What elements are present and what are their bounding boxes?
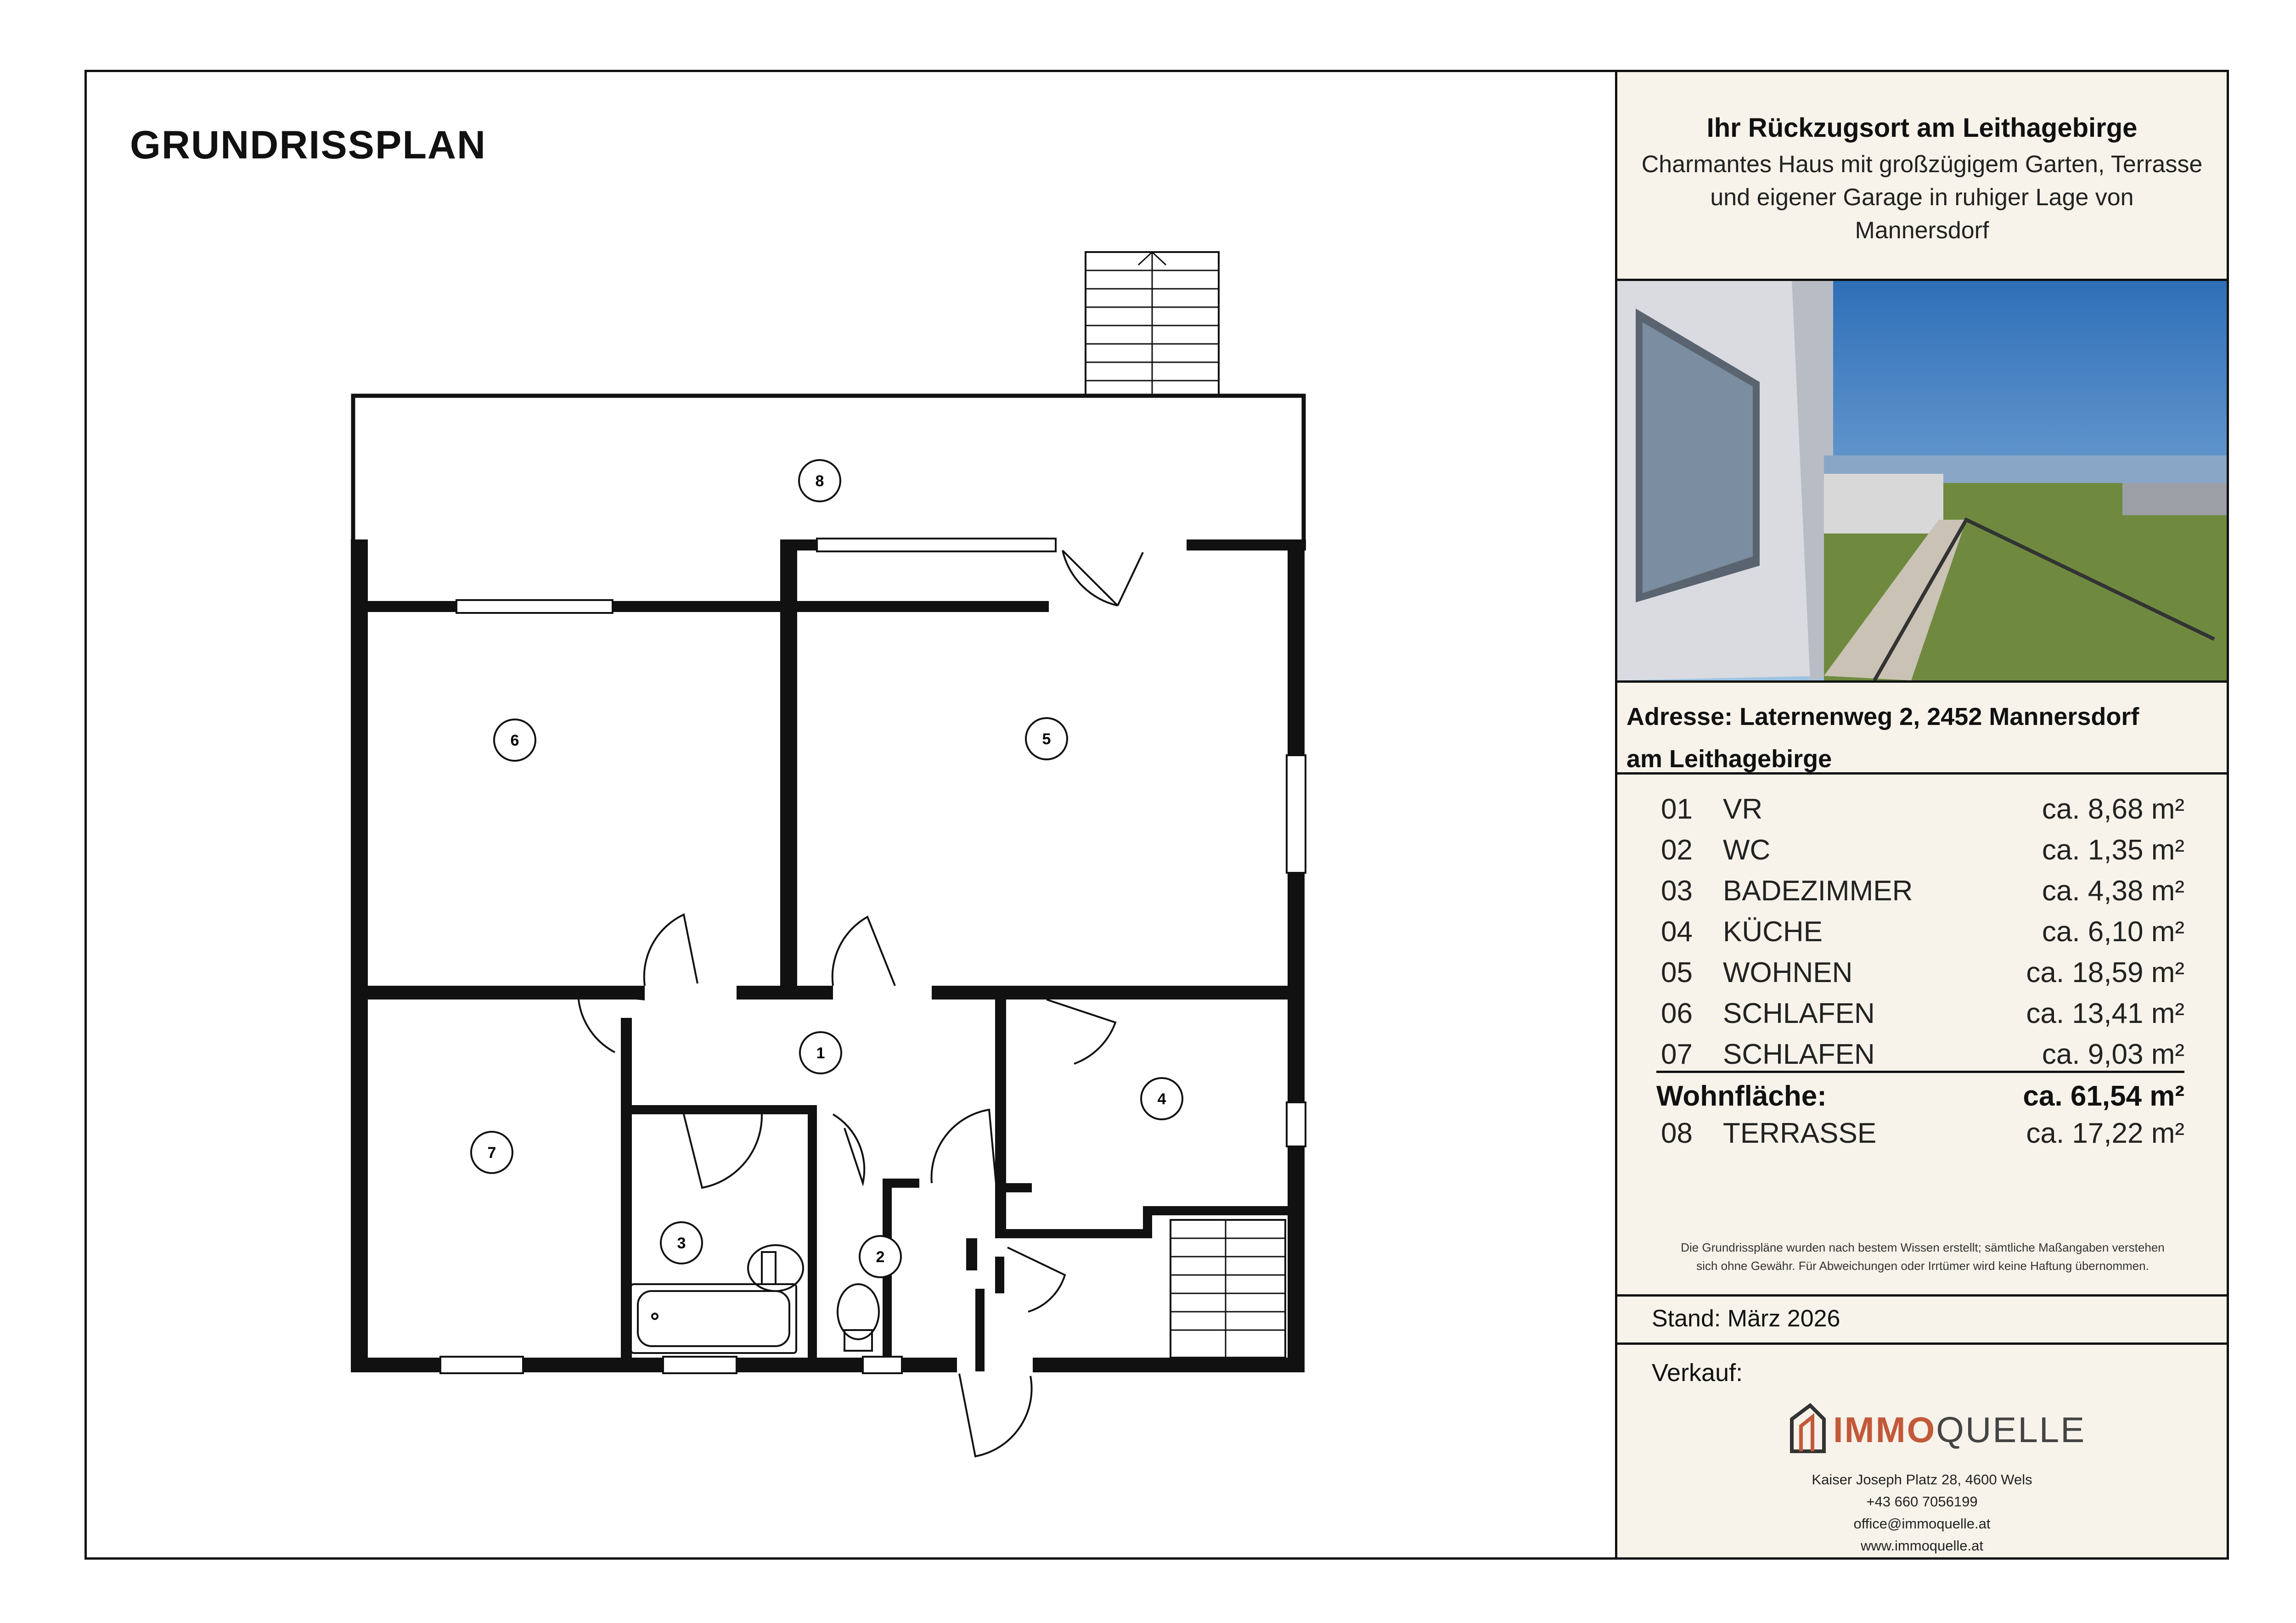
house-logo-icon [1787,1401,1829,1456]
room-label: 3 [677,1235,686,1252]
room-area: ca. 9,03 m² [2042,1039,2184,1070]
room-row [1661,793,2184,830]
contact-web[interactable]: www.immoquelle.at [1860,1538,1984,1554]
immoquelle-logo [1787,1401,2086,1456]
property-photo [1617,281,2227,683]
disclaimer-line-2: sich ohne Gewähr. Für Abweichungen oder Irrtümer wird keine Haftung übernommen. [1696,1259,2149,1273]
disclaimer [1636,1238,2210,1275]
room-area: ca. 6,10 m² [2042,916,2184,948]
room-name: SCHLAFEN [1723,1039,1875,1070]
sale-section [1617,1345,2227,1562]
floor-plan [87,72,1615,1557]
room-name: BADEZIMMER [1723,875,1913,907]
total-row [1656,1080,2184,1112]
headline-section [1617,72,2227,281]
contact-block [1617,1469,2227,1557]
room-area: ca. 8,68 m² [2042,793,2184,825]
plan-title: GRUNDRISSPLAN [130,123,487,167]
stand-section [1617,1294,2227,1345]
room-labels [471,460,1182,1277]
room-no: 08 [1661,1118,1693,1149]
doors [578,550,1143,1456]
room-label: 5 [1042,730,1051,748]
contact-street: Kaiser Joseph Platz 28, 4600 Wels [1812,1471,2032,1488]
room-label: 1 [816,1045,825,1062]
room-name: WC [1723,834,1771,866]
room-area: ca. 13,41 m² [2026,998,2184,1029]
room-area: ca. 18,59 m² [2026,957,2184,988]
room-no: 05 [1661,957,1693,988]
room-name: WOHNEN [1723,957,1853,988]
stand-date: Stand: März 2026 [1652,1305,1840,1332]
headline: Ihr Rückzugsort am Leithagebirge [1706,113,2138,143]
room-row [1661,875,2184,911]
room-row [1661,997,2184,1034]
room-name: SCHLAFEN [1723,998,1875,1029]
room-no: 06 [1661,998,1693,1029]
room-row [1661,1038,2184,1075]
room-name: TERRASSE [1723,1118,1877,1149]
fixtures [631,1220,1285,1358]
contact-email[interactable]: office@immoquelle.at [1853,1516,1991,1532]
address-line-1: Adresse: Laternenweg 2, 2452 Mannersdorf [1626,703,2139,730]
room-area: ca. 1,35 m² [2042,834,2184,866]
outdoor-stair-steps [1086,252,1219,396]
address-line-2: am Leithagebirge [1626,745,1832,773]
room-area: ca. 17,22 m² [2026,1118,2184,1149]
room-label: 2 [876,1248,885,1266]
subtitle: Charmantes Haus mit großzügigem Garten, Terrasse und eigener Garage in ruhiger Lage von Mannersdorf [1641,151,2203,244]
info-sidebar [1617,72,2227,1557]
walls [351,539,1306,1372]
total-area: ca. 61,54 m² [2023,1080,2184,1112]
room-no: 04 [1661,916,1693,948]
room-no: 01 [1661,793,1693,825]
room-label: 4 [1157,1090,1166,1108]
room-label: 8 [815,472,824,490]
room-row [1661,834,2184,870]
room-row [1661,956,2184,993]
room-name: VR [1723,793,1763,825]
room-no: 07 [1661,1039,1693,1070]
plan-area [87,72,1617,1557]
total-label: Wohnfläche: [1656,1080,1827,1112]
logo-text-quelle: QUELLE [1936,1410,2086,1450]
sum-divider [1656,1071,2184,1073]
contact-phone[interactable]: +43 660 7056199 [1866,1494,1978,1510]
room-name: KÜCHE [1723,916,1823,948]
sheet-frame [84,70,2229,1560]
logo-text-immo: IMMO [1833,1410,1936,1450]
address-section [1617,683,2227,775]
sale-label: Verkauf: [1652,1359,1743,1387]
terrace-row [1661,1117,2184,1154]
room-no: 03 [1661,875,1693,907]
room-area: ca. 4,38 m² [2042,875,2184,907]
room-label: 7 [487,1144,496,1162]
disclaimer-line-1: Die Grundrisspläne wurden nach bestem Wissen erstellt; sämtliche Maßangaben verstehen [1681,1241,2165,1254]
room-row [1661,915,2184,952]
terrace-photo [1617,281,2227,680]
room-label: 6 [510,732,519,749]
room-no: 02 [1661,834,1693,866]
